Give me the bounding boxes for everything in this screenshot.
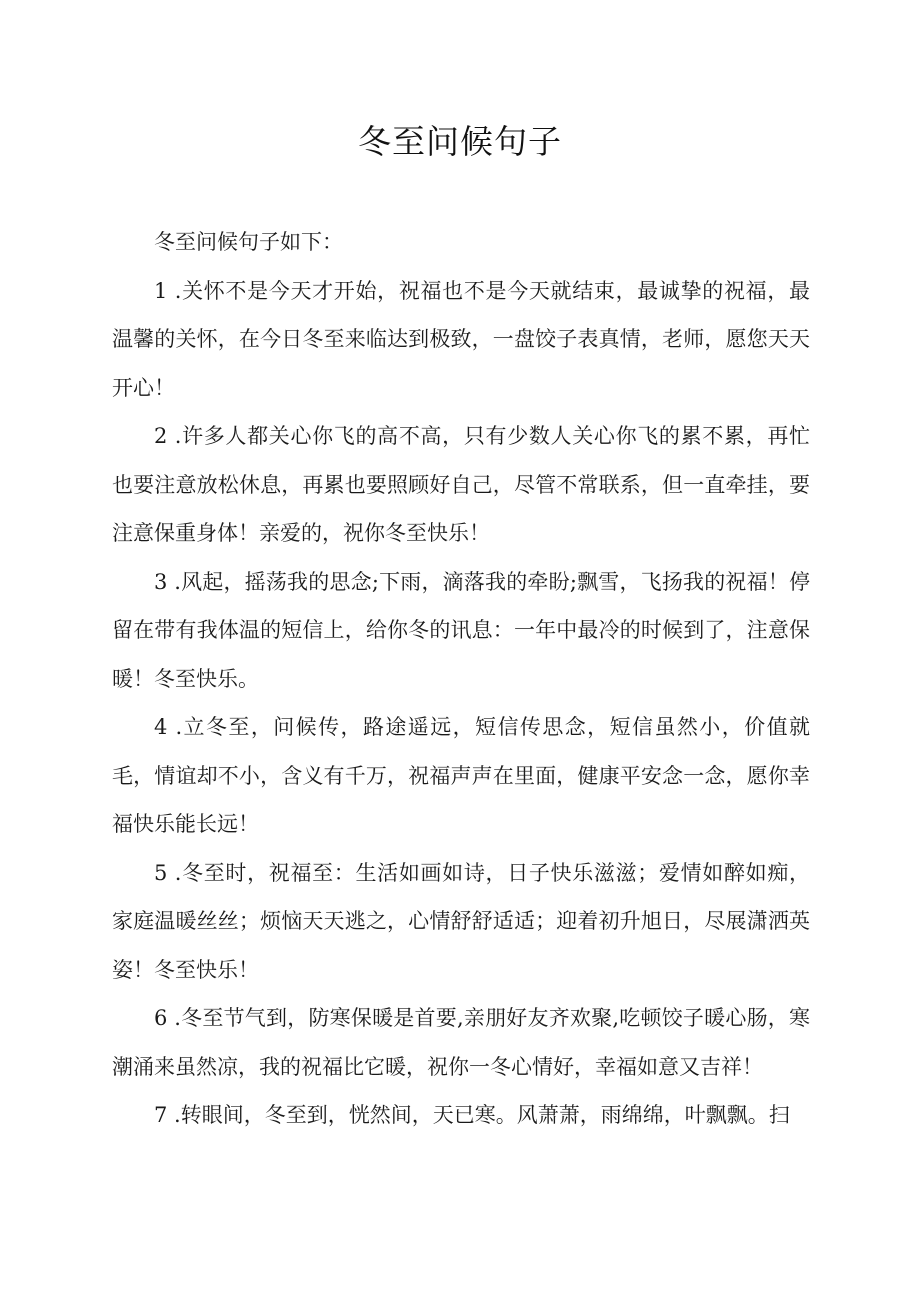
greeting-item-5: 5 .冬至时，祝福至：生活如画如诗，日子快乐滋滋；爱情如醉如痴，家庭温暖丝丝；烦恼天天逃之，心情舒舒适适；迎着初升旭日，尽展潇洒英姿！冬至快乐！ xyxy=(112,860,810,982)
greeting-item-3: 3 .风起，摇荡我的思念;下雨，滴落我的牵盼;飘雪，飞扬我的祝福！停留在带有我体温的短信上，给你冬的讯息：一年中最冷的时候到了，注意保暖！冬至快乐。 xyxy=(112,569,810,691)
document-body xyxy=(112,218,810,1140)
greeting-item-1: 1 .关怀不是今天才开始，祝福也不是今天就结束，最诚挚的祝福，最温馨的关怀，在今日冬至来临达到极致，一盘饺子表真情，老师，愿您天天开心！ xyxy=(112,278,810,400)
greeting-item-6: 6 .冬至节气到，防寒保暖是首要,亲朋好友齐欢聚,吃顿饺子暖心肠，寒潮涌来虽然凉，我的祝福比它暖，祝你一冬心情好，幸福如意又吉祥！ xyxy=(112,1006,810,1079)
greeting-item-2: 2 .许多人都关心你飞的高不高，只有少数人关心你飞的累不累，再忙也要注意放松休息，再累也要照顾好自己，尽管不常联系，但一直牵挂，要注意保重身体！亲爱的，祝你冬至快乐！ xyxy=(112,424,810,545)
greeting-item-4: 4 .立冬至，问候传，路途遥远，短信传思念，短信虽然小，价值就毛，情谊却不小，含义有千万，祝福声声在里面，健康平安念一念，愿你幸福快乐能长远！ xyxy=(112,715,810,836)
intro-paragraph: 冬至问候句子如下： xyxy=(154,230,343,254)
document-title: 冬至问候句子 xyxy=(358,122,562,161)
greeting-item-7: 7 .转眼间，冬至到，恍然间，天已寒。风萧萧，雨绵绵，叶飘飘。扫 xyxy=(154,1103,790,1127)
